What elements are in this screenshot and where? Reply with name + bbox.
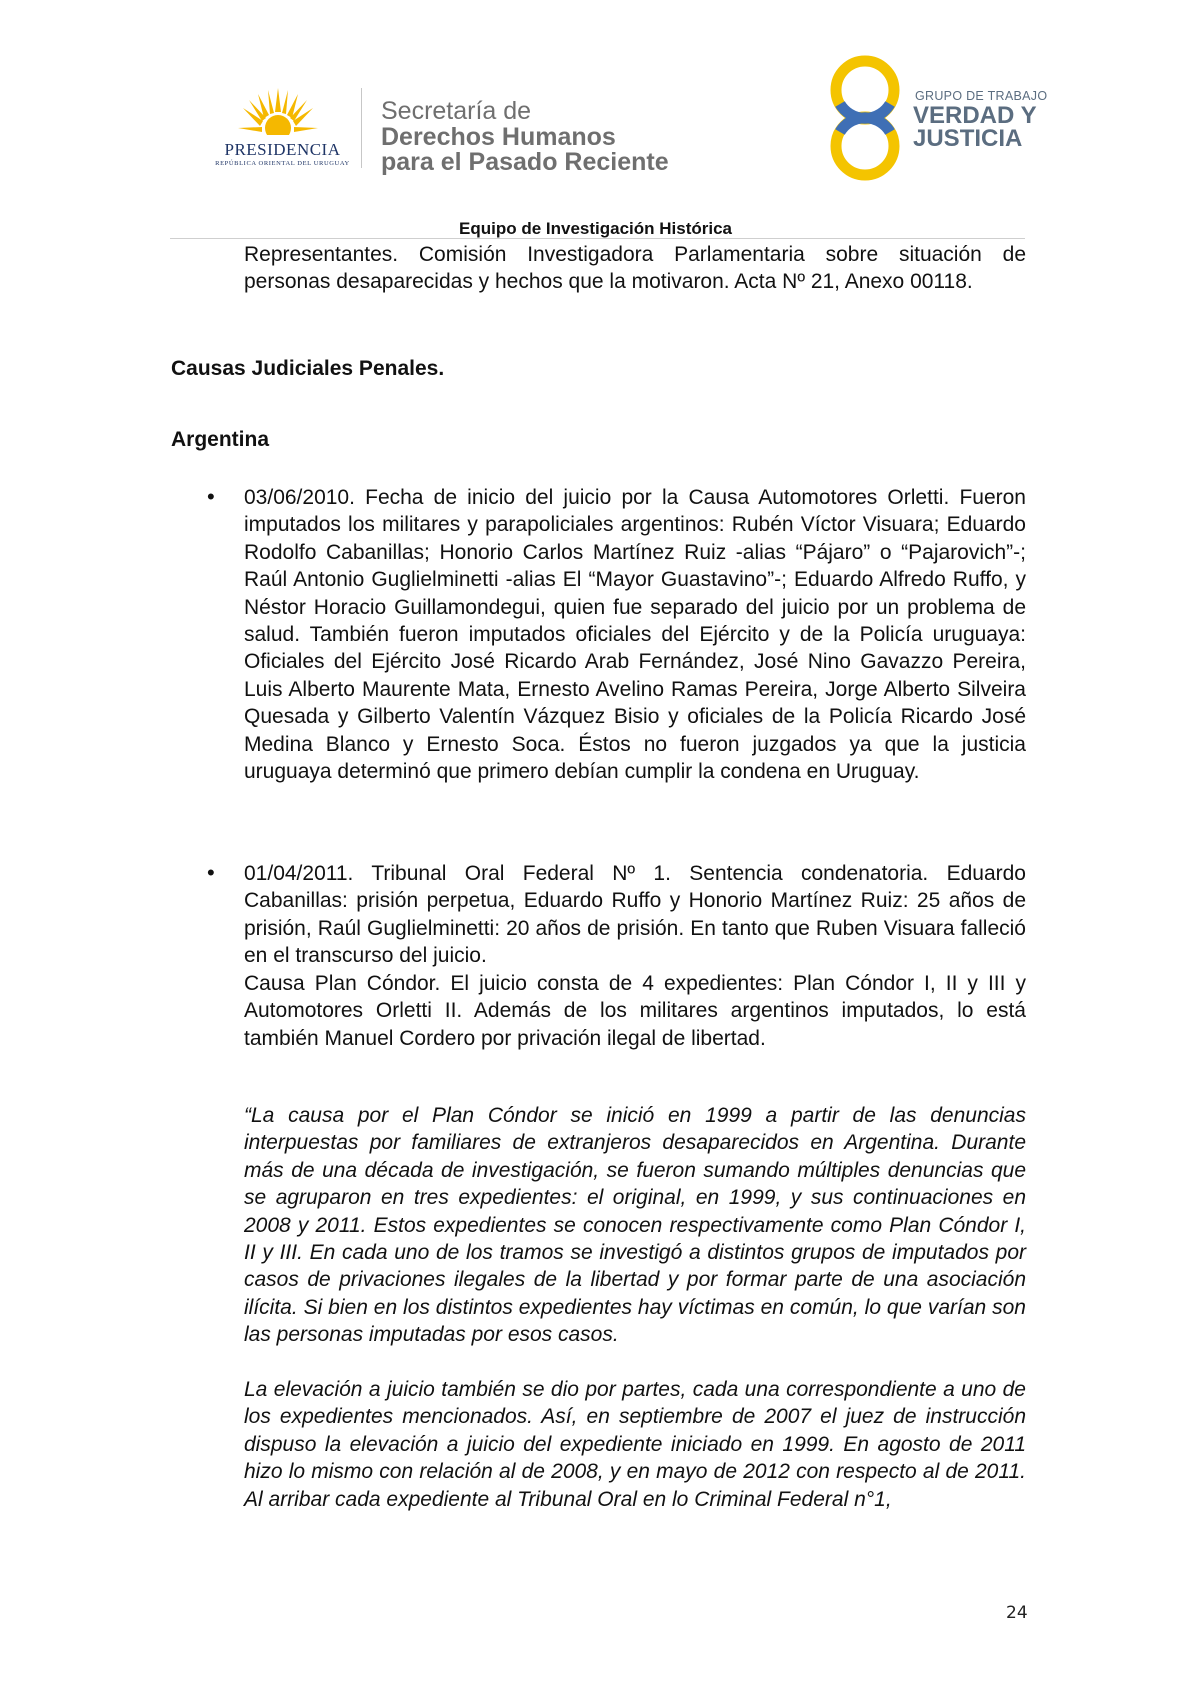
presidencia-label: PRESIDENCIA bbox=[224, 140, 341, 159]
secretaria-line-1: Secretaría de bbox=[381, 97, 532, 125]
page-number: 24 bbox=[1006, 1603, 1028, 1623]
quote-paragraph-1: “La causa por el Plan Cóndor se inició en 1999 a partir de las denuncias interpuestas por familiares de extranjeros desaparecidos en Argentina. Durante más de una década de investigación, se fueron sumando múltiples denuncias que se agruparon en tres expedientes: el original, en 1999, y sus continuaciones en 2008 y 2011. Estos expedientes se conocen respectivamente como Plan Cóndor I, II y III. En cada uno de los tramos se investigó a distintos grupos de imputados por casos de privaciones ilegales de la libertad y por formar parte de una asociación ilícita. Si bien en los distintos expedientes hay víctimas en común, lo que varían son las personas imputadas por esos casos. bbox=[244, 1104, 1026, 1347]
vj-subtitle: GRUPO DE TRABAJO bbox=[915, 89, 1048, 103]
header-rule bbox=[170, 238, 1025, 239]
quote-paragraph-2: La elevación a juicio también se dio por partes, cada una correspondiente a uno de los expedientes mencionados. Así, en septiembre de 2007 el juez de instrucción dispuso la elevación a juicio del expediente iniciado en 1999. En agosto de 2011 hizo lo mismo con relación al de 2008, y en mayo de 2012 con respecto al de 2011. Al arribar cada expediente al Tribunal Oral en lo Criminal Federal n°1, bbox=[244, 1378, 1026, 1511]
intro-paragraph: Representantes. Comisión Investigadora Parlamentaria sobre situación de personas desaparecidas y hechos que la motivaron. Acta Nº 21, Anexo 00118. bbox=[244, 243, 1026, 294]
heading-causas: Causas Judiciales Penales. bbox=[171, 357, 445, 380]
bullet-item-2: 01/04/2011. Tribunal Oral Federal Nº 1. Sentencia condenatoria. Eduardo Cabanillas: prisión perpetua, Eduardo Ruffo y Honorio Martínez Ruiz: 25 años de prisión, Raúl Guglielminetti: 20 años de prisión. En tanto que Ruben Visuara falleció en el transcurso del juicio. bbox=[244, 862, 1026, 968]
vj-title-line-1: VERDAD Y bbox=[913, 102, 1037, 129]
logo-divider bbox=[361, 88, 362, 168]
sun-icon bbox=[238, 88, 318, 140]
bullet-marker: • bbox=[207, 484, 215, 509]
secretaria-line-3: para el Pasado Reciente bbox=[381, 148, 669, 176]
bullet-item-1: 03/06/2010. Fecha de inicio del juicio por la Causa Automotores Orletti. Fueron imputados los militares y parapoliciales argentinos: Rubén Víctor Visuara; Eduardo Rodolfo Cabanillas; Honorio Carlos Martínez Ruiz -alias “Pájaro” o “Pajarovich”-; Raúl Antonio Guglielminetti -alias El “Mayor Guastavino”-; Eduardo Alfredo Ruffo, y Néstor Horacio Guillamondegui, quien fue separado del juicio por un problema de salud. También fueron imputados oficiales del Ejército y de la Policía uruguaya: Oficiales del Ejército José Ricardo Arab Fernández, José Nino Gavazzo Pereira, Luis Alberto Maurente Mata, Ernesto Avelino Ramas Pereira, Jorge Alberto Silveira Quesada y Gilberto Valentín Vázquez Bisio y oficiales de la Policía Ricardo José Medina Blanco y Ernesto Soca. Éstos no fueron juzgados ya que la justicia uruguaya determinó que primero debían cumplir la condena en Uruguay. bbox=[244, 486, 1026, 784]
verdad-justicia-rings-icon bbox=[820, 54, 910, 182]
secretaria-line-2: Derechos Humanos bbox=[381, 123, 616, 151]
bullet-marker: • bbox=[207, 860, 215, 885]
vj-title-line-2: JUSTICIA bbox=[913, 125, 1023, 152]
bullet-item-2-continuation: Causa Plan Cóndor. El juicio consta de 4 expedientes: Plan Cóndor I, II y III y Automotores Orletti II. Además de los militares argentinos imputados, lo está también Manuel Cordero por privación ilegal de libertad. bbox=[244, 972, 1026, 1050]
heading-argentina: Argentina bbox=[171, 428, 270, 451]
presidencia-sublabel: REPÚBLICA ORIENTAL DEL URUGUAY bbox=[215, 160, 350, 167]
running-header: Equipo de Investigación Histórica bbox=[459, 219, 732, 238]
